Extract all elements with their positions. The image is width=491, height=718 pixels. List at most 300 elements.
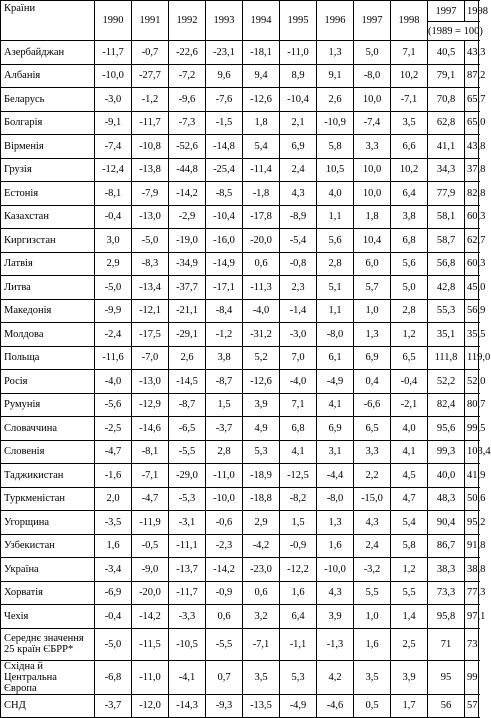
value-cell: -8,7 [206, 370, 243, 394]
value-cell: 99,3 [428, 440, 465, 464]
value-cell: 4,9 [243, 417, 280, 441]
value-cell: -0,4 [95, 205, 132, 229]
value-cell: -6,5 [169, 417, 206, 441]
value-cell: -5,6 [95, 393, 132, 417]
country-name: Хорватія [1, 581, 95, 605]
value-cell: -7,4 [354, 111, 391, 135]
value-cell: -10,8 [132, 135, 169, 159]
value-cell: -18,8 [243, 487, 280, 511]
value-cell: 10,0 [354, 158, 391, 182]
value-cell: 58,7 [428, 229, 465, 253]
value-cell: -8,1 [132, 440, 169, 464]
country-name: Азербайджан [1, 41, 95, 65]
value-cell: 40,5 [428, 41, 465, 65]
value-cell: 5,6 [317, 229, 354, 253]
value-cell: 40,0 [428, 464, 465, 488]
value-cell: 41,1 [428, 135, 465, 159]
value-cell: 2,1 [280, 111, 317, 135]
value-cell: 1,1 [317, 205, 354, 229]
value-cell: 2,8 [317, 252, 354, 276]
value-cell: -7,0 [132, 346, 169, 370]
value-cell: 2,9 [95, 252, 132, 276]
value-cell: -4,4 [317, 464, 354, 488]
table-row [1, 252, 479, 276]
country-column-header: Країни [1, 1, 95, 41]
value-cell: -14,5 [169, 370, 206, 394]
value-cell: 2,0 [95, 487, 132, 511]
country-name: Чехія [1, 605, 95, 629]
value-cell: 0,7 [206, 660, 243, 694]
value-cell: -9,9 [95, 299, 132, 323]
value-cell: 2,4 [280, 158, 317, 182]
value-cell: 4,0 [317, 182, 354, 206]
value-cell: 99 [465, 660, 479, 694]
value-cell: 1,6 [317, 534, 354, 558]
value-cell: 6,4 [280, 605, 317, 629]
value-cell: 4,3 [280, 182, 317, 206]
value-cell: 111,8 [428, 346, 465, 370]
value-cell: 82,4 [428, 393, 465, 417]
value-cell: -0,4 [95, 605, 132, 629]
value-cell: -7,2 [169, 64, 206, 88]
table-row [1, 417, 479, 441]
value-cell: -5,3 [169, 487, 206, 511]
country-name: Естонія [1, 182, 95, 206]
value-cell: 119,0 [465, 346, 479, 370]
value-cell: -0,6 [206, 511, 243, 535]
value-cell: -7,4 [95, 135, 132, 159]
value-cell: 48,3 [428, 487, 465, 511]
value-cell: -4,6 [317, 694, 354, 718]
value-cell: 10,0 [354, 88, 391, 112]
value-cell: -10,4 [280, 88, 317, 112]
value-cell: 1,8 [243, 111, 280, 135]
value-cell: -0,4 [391, 370, 428, 394]
table-row [1, 464, 479, 488]
value-cell: -8,0 [317, 487, 354, 511]
country-name: Туркменістан [1, 487, 95, 511]
table-row [1, 64, 479, 88]
country-name: Середнє значення 25 країн ЄБРР* [1, 628, 95, 660]
value-cell: 5,8 [317, 135, 354, 159]
value-cell: -4,7 [95, 440, 132, 464]
value-cell: -0,8 [280, 252, 317, 276]
country-name: Беларусь [1, 88, 95, 112]
value-cell: 87,2 [465, 64, 479, 88]
table-row [1, 511, 479, 535]
value-cell: 97,1 [465, 605, 479, 629]
value-cell: -11,5 [132, 628, 169, 660]
value-cell: 10,2 [391, 158, 428, 182]
value-cell: 60,3 [465, 252, 479, 276]
country-name: Киргизстан [1, 229, 95, 253]
value-cell: 35,1 [428, 323, 465, 347]
value-cell: 95 [428, 660, 465, 694]
country-name: Казахстан [1, 205, 95, 229]
value-cell: -12,1 [132, 299, 169, 323]
table-row [1, 205, 479, 229]
table-row [1, 694, 479, 718]
value-cell: -8,0 [354, 64, 391, 88]
value-cell: -12,0 [132, 694, 169, 718]
value-cell: 1,4 [391, 605, 428, 629]
value-cell: 38,3 [428, 558, 465, 582]
table-row [1, 534, 479, 558]
value-cell: -6,8 [95, 660, 132, 694]
value-cell: -3,3 [169, 605, 206, 629]
value-cell: -3,0 [280, 323, 317, 347]
value-cell: 6,1 [317, 346, 354, 370]
value-cell: -37,7 [169, 276, 206, 300]
country-name: Україна [1, 558, 95, 582]
value-cell: 2,9 [243, 511, 280, 535]
value-cell: 95,2 [465, 511, 479, 535]
value-cell: 3,3 [354, 135, 391, 159]
value-cell: -10,0 [317, 558, 354, 582]
value-cell: 5,5 [354, 581, 391, 605]
value-cell: -4,9 [317, 370, 354, 394]
value-cell: -17,1 [206, 276, 243, 300]
table-row [1, 346, 479, 370]
value-cell: 1,5 [206, 393, 243, 417]
value-cell: 1,6 [354, 628, 391, 660]
value-cell: -23,0 [243, 558, 280, 582]
value-cell: 77,9 [428, 182, 465, 206]
value-cell: 86,7 [428, 534, 465, 558]
value-cell: -12,6 [243, 88, 280, 112]
table-row [1, 135, 479, 159]
table-row [1, 605, 479, 629]
table-row [1, 299, 479, 323]
value-cell: -13,4 [132, 276, 169, 300]
value-cell: 3,1 [317, 440, 354, 464]
value-cell: 7,0 [280, 346, 317, 370]
value-cell: 1,8 [354, 205, 391, 229]
value-cell: -3,7 [95, 694, 132, 718]
value-cell: -2,1 [391, 393, 428, 417]
value-cell: -11,3 [243, 276, 280, 300]
value-cell: -8,1 [95, 182, 132, 206]
value-cell: 5,3 [243, 440, 280, 464]
value-cell: 90,4 [428, 511, 465, 535]
value-cell: 10,0 [354, 182, 391, 206]
value-cell: 62,7 [465, 229, 479, 253]
value-cell: 9,4 [243, 64, 280, 88]
value-cell: -0,5 [132, 534, 169, 558]
value-cell: 10,4 [354, 229, 391, 253]
value-cell: -12,2 [280, 558, 317, 582]
value-cell: -3,7 [206, 417, 243, 441]
value-cell: -13,5 [243, 694, 280, 718]
value-cell: 77,3 [465, 581, 479, 605]
country-name: СНД [1, 694, 95, 718]
value-cell: 2,4 [354, 534, 391, 558]
value-cell: -20,0 [132, 581, 169, 605]
value-cell: -9,1 [95, 111, 132, 135]
table-row [1, 487, 479, 511]
value-cell: -2,4 [95, 323, 132, 347]
value-cell: -14,6 [132, 417, 169, 441]
value-cell: 35,5 [465, 323, 479, 347]
value-cell: -0,9 [206, 581, 243, 605]
value-cell: -5,0 [95, 276, 132, 300]
value-cell: -52,6 [169, 135, 206, 159]
value-cell: -6,9 [95, 581, 132, 605]
value-cell: 5,1 [317, 276, 354, 300]
value-cell: 2,6 [169, 346, 206, 370]
value-cell: 50,6 [465, 487, 479, 511]
value-cell: 3,9 [243, 393, 280, 417]
value-cell: -3,5 [95, 511, 132, 535]
country-name: Угорщина [1, 511, 95, 535]
value-cell: -4,2 [243, 534, 280, 558]
value-cell: 99,5 [465, 417, 479, 441]
value-cell: 43,8 [465, 135, 479, 159]
table-row [1, 88, 479, 112]
value-cell: -5,0 [132, 229, 169, 253]
header-row [1, 1, 479, 22]
value-cell: -12,5 [280, 464, 317, 488]
value-cell: 3,5 [354, 660, 391, 694]
value-cell: -8,4 [206, 299, 243, 323]
country-name: Словенія [1, 440, 95, 464]
country-name: Латвія [1, 252, 95, 276]
value-cell: -4,9 [280, 694, 317, 718]
value-cell: 3,2 [243, 605, 280, 629]
value-cell: 6,9 [280, 135, 317, 159]
value-cell: -7,6 [206, 88, 243, 112]
value-cell: -5,0 [95, 628, 132, 660]
value-cell: -3,0 [95, 88, 132, 112]
year-header: 1996 [317, 1, 354, 41]
value-cell: -10,0 [95, 64, 132, 88]
table-row [1, 440, 479, 464]
value-cell: -9,0 [132, 558, 169, 582]
value-cell: -2,9 [169, 205, 206, 229]
index-base-header: (1989 = 100) [428, 22, 479, 41]
value-cell: -10,5 [169, 628, 206, 660]
value-cell: 6,5 [391, 346, 428, 370]
value-cell: 0,5 [354, 694, 391, 718]
value-cell: 6,4 [391, 182, 428, 206]
value-cell: -12,4 [95, 158, 132, 182]
value-cell: 3,0 [95, 229, 132, 253]
value-cell: -7,1 [243, 628, 280, 660]
country-name: Узбекистан [1, 534, 95, 558]
value-cell: 1,7 [391, 694, 428, 718]
value-cell: 5,6 [391, 252, 428, 276]
value-cell: 4,0 [391, 417, 428, 441]
table-row [1, 393, 479, 417]
value-cell: 2,3 [280, 276, 317, 300]
value-cell: -11,0 [206, 464, 243, 488]
value-cell: -2,5 [95, 417, 132, 441]
value-cell: 6,0 [354, 252, 391, 276]
value-cell: 4,1 [391, 440, 428, 464]
value-cell: 6,8 [391, 229, 428, 253]
value-cell: 3,9 [317, 605, 354, 629]
value-cell: -1,6 [95, 464, 132, 488]
value-cell: 0,4 [354, 370, 391, 394]
value-cell: -11,9 [132, 511, 169, 535]
value-cell: -0,9 [280, 534, 317, 558]
table-row [1, 111, 479, 135]
value-cell: 5,4 [243, 135, 280, 159]
value-cell: -1,5 [206, 111, 243, 135]
value-cell: 57 [465, 694, 479, 718]
value-cell: -29,0 [169, 464, 206, 488]
value-cell: 79,1 [428, 64, 465, 88]
value-cell: -18,1 [243, 41, 280, 65]
year-header: 1990 [95, 1, 132, 41]
value-cell: 56,8 [428, 252, 465, 276]
value-cell: 2,8 [206, 440, 243, 464]
value-cell: -1,1 [280, 628, 317, 660]
value-cell: 71 [428, 628, 465, 660]
value-cell: -10,0 [206, 487, 243, 511]
value-cell: -13,0 [132, 370, 169, 394]
value-cell: 1,3 [317, 41, 354, 65]
value-cell: 1,1 [317, 299, 354, 323]
value-cell: -18,9 [243, 464, 280, 488]
value-cell: 73,3 [428, 581, 465, 605]
value-cell: -4,0 [95, 370, 132, 394]
value-cell: 41,9 [465, 464, 479, 488]
value-cell: -3,1 [169, 511, 206, 535]
country-name: Албанія [1, 64, 95, 88]
value-cell: -20,0 [243, 229, 280, 253]
value-cell: 80,7 [465, 393, 479, 417]
value-cell: 1,3 [317, 511, 354, 535]
value-cell: 5,3 [280, 660, 317, 694]
value-cell: -11,7 [95, 41, 132, 65]
value-cell: 82,8 [465, 182, 479, 206]
value-cell: -7,3 [169, 111, 206, 135]
value-cell: 38,8 [465, 558, 479, 582]
value-cell: -29,1 [169, 323, 206, 347]
value-cell: 58,1 [428, 205, 465, 229]
value-cell: 4,1 [280, 440, 317, 464]
value-cell: -14,2 [132, 605, 169, 629]
value-cell: -11,4 [243, 158, 280, 182]
value-cell: 4,1 [317, 393, 354, 417]
table-row [1, 158, 479, 182]
value-cell: 0,6 [243, 252, 280, 276]
value-cell: 95,8 [428, 605, 465, 629]
value-cell: -11,6 [95, 346, 132, 370]
value-cell: 1,6 [95, 534, 132, 558]
country-name: Литва [1, 276, 95, 300]
value-cell: -12,9 [132, 393, 169, 417]
value-cell: -3,2 [354, 558, 391, 582]
value-cell: 9,6 [206, 64, 243, 88]
value-cell: -13,0 [132, 205, 169, 229]
value-cell: -8,5 [206, 182, 243, 206]
country-name: Росія [1, 370, 95, 394]
value-cell: -13,7 [169, 558, 206, 582]
table-row [1, 558, 479, 582]
index-year-header: 1998 [465, 1, 479, 22]
country-name: Східна й Центральна Європа [1, 660, 95, 694]
value-cell: 55,3 [428, 299, 465, 323]
value-cell: 43,3 [465, 41, 479, 65]
year-header: 1992 [169, 1, 206, 41]
value-cell: -4,1 [169, 660, 206, 694]
value-cell: -4,0 [280, 370, 317, 394]
value-cell: -5,5 [169, 440, 206, 464]
value-cell: 60,3 [465, 205, 479, 229]
value-cell: 70,8 [428, 88, 465, 112]
value-cell: 62,8 [428, 111, 465, 135]
value-cell: 9,1 [317, 64, 354, 88]
value-cell: -10,9 [317, 111, 354, 135]
value-cell: 7,1 [280, 393, 317, 417]
value-cell: 4,7 [391, 487, 428, 511]
value-cell: -14,3 [169, 694, 206, 718]
year-header: 1997 [354, 1, 391, 41]
value-cell: -14,9 [206, 252, 243, 276]
table-row [1, 581, 479, 605]
value-cell: -1,2 [132, 88, 169, 112]
value-cell: -23,1 [206, 41, 243, 65]
value-cell: -17,5 [132, 323, 169, 347]
value-cell: 4,3 [317, 581, 354, 605]
value-cell: 56,9 [465, 299, 479, 323]
year-header: 1993 [206, 1, 243, 41]
value-cell: -0,7 [132, 41, 169, 65]
value-cell: 2,2 [354, 464, 391, 488]
value-cell: 95,6 [428, 417, 465, 441]
value-cell: 56 [428, 694, 465, 718]
value-cell: -3,4 [95, 558, 132, 582]
value-cell: -13,8 [132, 158, 169, 182]
value-cell: -8,2 [280, 487, 317, 511]
value-cell: -34,9 [169, 252, 206, 276]
value-cell: -5,4 [280, 229, 317, 253]
country-name: Таджикистан [1, 464, 95, 488]
value-cell: 1,0 [354, 605, 391, 629]
value-cell: 5,0 [391, 276, 428, 300]
value-cell: -11,0 [132, 660, 169, 694]
value-cell: -17,8 [243, 205, 280, 229]
value-cell: 5,8 [391, 534, 428, 558]
value-cell: 2,8 [391, 299, 428, 323]
value-cell: 0,6 [243, 581, 280, 605]
value-cell: 1,6 [280, 581, 317, 605]
table-row [1, 370, 479, 394]
country-name: Вірменія [1, 135, 95, 159]
value-cell: 3,5 [391, 111, 428, 135]
value-cell: -14,2 [206, 558, 243, 582]
value-cell: -10,4 [206, 205, 243, 229]
value-cell: 6,9 [317, 417, 354, 441]
value-cell: 45,0 [465, 276, 479, 300]
value-cell: -11,0 [280, 41, 317, 65]
value-cell: 1,2 [391, 558, 428, 582]
value-cell: 3,8 [206, 346, 243, 370]
value-cell: -12,6 [243, 370, 280, 394]
value-cell: 5,5 [391, 581, 428, 605]
value-cell: -25,4 [206, 158, 243, 182]
table-row [1, 660, 479, 694]
table-row [1, 276, 479, 300]
value-cell: -1,4 [280, 299, 317, 323]
year-header: 1994 [243, 1, 280, 41]
table-row [1, 182, 479, 206]
value-cell: 3,8 [391, 205, 428, 229]
value-cell: -44,8 [169, 158, 206, 182]
value-cell: 1,3 [354, 323, 391, 347]
